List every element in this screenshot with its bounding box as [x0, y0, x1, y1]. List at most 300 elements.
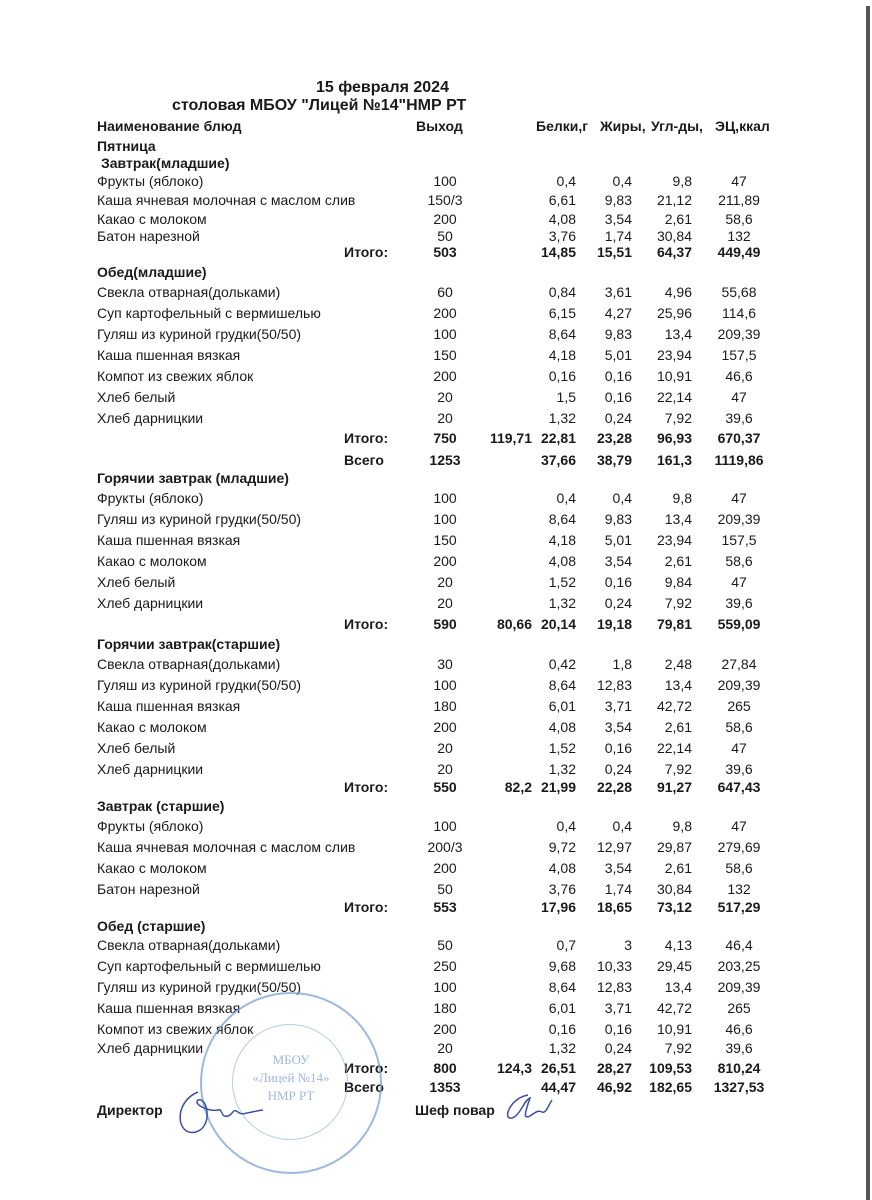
dish-kcal: 46,6	[725, 1021, 753, 1037]
total-label: Итого:	[344, 899, 389, 915]
director-signature	[168, 1082, 268, 1142]
dish-protein: 6,01	[548, 698, 576, 714]
dish-fat: 0,4	[612, 818, 632, 834]
total-kcal: 647,43	[717, 779, 761, 795]
total-protein: 44,47	[540, 1079, 576, 1095]
section-title-text: Горячии завтрак (младшие)	[97, 470, 289, 486]
total-fat: 28,27	[596, 1060, 632, 1076]
dish-name: Хлеб дарницкии	[97, 761, 204, 777]
section-title	[0, 155, 872, 175]
section-title	[0, 636, 872, 656]
dish-output: 50	[437, 937, 453, 953]
total-protein: 20,14	[540, 616, 576, 632]
dish-fat: 4,27	[604, 305, 632, 321]
dish-kcal: 47	[731, 574, 747, 590]
dish-protein: 6,01	[548, 1000, 576, 1016]
table-row	[0, 595, 872, 615]
dish-fat: 0,4	[612, 173, 632, 189]
dish-protein: 8,64	[548, 511, 576, 527]
dish-output: 50	[437, 881, 453, 897]
dish-output: 20	[437, 1040, 453, 1056]
dish-carbs: 9,8	[672, 173, 692, 189]
dish-carbs: 9,84	[664, 574, 692, 590]
dish-output: 30	[437, 656, 453, 672]
dish-protein: 0,7	[556, 937, 576, 953]
dish-name: Хлеб дарницкии	[97, 1040, 204, 1056]
table-row	[0, 511, 872, 531]
dish-fat: 5,01	[604, 532, 632, 548]
table-row	[0, 958, 872, 978]
dish-name: Какао с молоком	[97, 211, 207, 227]
total-label: Итого:	[344, 1060, 389, 1076]
dish-fat: 0,16	[604, 368, 632, 384]
dish-output: 100	[433, 511, 457, 527]
dish-kcal: 209,39	[717, 511, 761, 527]
dish-fat: 3,71	[604, 698, 632, 714]
dish-output: 100	[433, 818, 457, 834]
dish-kcal: 39,6	[725, 595, 753, 611]
dish-fat: 3,54	[604, 211, 632, 227]
dish-protein: 0,4	[556, 173, 576, 189]
dish-fat: 0,16	[604, 389, 632, 405]
dish-kcal: 211,89	[718, 192, 760, 208]
dish-protein: 1,5	[556, 389, 576, 405]
dish-protein: 0,16	[548, 368, 576, 384]
chef-label: Шеф повар	[415, 1102, 495, 1118]
dish-carbs: 29,45	[656, 958, 692, 974]
dish-carbs: 4,96	[664, 284, 692, 300]
dish-fat: 0,16	[604, 1021, 632, 1037]
dish-output: 150	[433, 532, 457, 548]
table-row	[0, 192, 872, 212]
col-header-kcal: ЭЦ,ккал	[715, 118, 770, 134]
dish-name: Какао с молоком	[97, 719, 207, 735]
dish-output: 200	[433, 719, 457, 735]
dish-name: Хлеб дарницкии	[97, 410, 204, 426]
dish-output: 150	[433, 347, 457, 363]
dish-name: Хлеб дарницкии	[97, 595, 204, 611]
dish-carbs: 7,92	[664, 595, 692, 611]
dish-name: Каша пшенная вязкая	[97, 1000, 241, 1016]
total-output: 590	[433, 616, 457, 632]
dish-protein: 8,64	[548, 677, 576, 693]
col-header-name: Наименование блюд	[97, 118, 242, 134]
dish-protein: 3,76	[548, 228, 576, 244]
dish-carbs: 10,91	[656, 368, 692, 384]
dish-kcal: 58,6	[725, 553, 753, 569]
dish-carbs: 22,14	[656, 740, 692, 756]
dish-output: 20	[437, 740, 453, 756]
dish-protein: 6,61	[548, 192, 576, 208]
dish-output: 250	[433, 958, 457, 974]
dish-protein: 0,4	[556, 490, 576, 506]
section-title-text: Обед (старшие)	[97, 918, 206, 934]
total-carbs: 161,3	[656, 452, 692, 468]
dish-name: Гуляш из куриной грудки(50/50)	[97, 511, 302, 527]
total-kcal: 517,29	[717, 899, 761, 915]
dish-protein: 9,68	[548, 958, 576, 974]
dish-fat: 3,54	[604, 553, 632, 569]
table-row	[0, 347, 872, 367]
section-title	[0, 470, 872, 490]
dish-kcal: 39,6	[725, 1040, 753, 1056]
dish-protein: 4,18	[548, 532, 576, 548]
total-output: 750	[433, 430, 457, 446]
dish-output: 20	[437, 574, 453, 590]
dish-protein: 8,64	[548, 979, 576, 995]
dish-output: 200	[433, 1021, 457, 1037]
dish-name: Какао с молоком	[97, 553, 207, 569]
table-row	[0, 937, 872, 957]
table-row	[0, 326, 872, 346]
total-protein: 26,51	[540, 1060, 576, 1076]
dish-kcal: 209,39	[717, 326, 761, 342]
dish-kcal: 46,6	[725, 368, 753, 384]
dish-name: Каша ячневая молочная с маслом слив	[97, 192, 356, 208]
col-header-protein: Белки,г	[536, 118, 589, 134]
table-row	[0, 860, 872, 880]
table-row	[0, 389, 872, 409]
director-label: Директор	[97, 1102, 163, 1118]
dish-protein: 4,08	[548, 553, 576, 569]
dish-protein: 1,52	[548, 574, 576, 590]
total-label: Итого:	[344, 779, 389, 795]
dish-fat: 9,83	[604, 192, 632, 208]
dish-carbs: 22,14	[656, 389, 692, 405]
dish-name: Каша ячневая молочная с маслом слив	[97, 839, 356, 855]
dish-kcal: 47	[731, 740, 747, 756]
dish-protein: 1,32	[548, 410, 576, 426]
dish-name: Каша пшенная вязкая	[97, 698, 241, 714]
subtotal-row	[0, 616, 872, 636]
col-header-fat: Жиры,	[600, 118, 646, 134]
section-title	[0, 918, 872, 938]
section-title	[0, 798, 872, 818]
dish-carbs: 2,61	[664, 211, 692, 227]
dish-protein: 4,18	[548, 347, 576, 363]
total-output: 503	[433, 244, 457, 260]
dish-kcal: 58,6	[725, 211, 753, 227]
total-carbs: 64,37	[656, 244, 692, 260]
table-row	[0, 553, 872, 573]
dish-carbs: 2,61	[664, 553, 692, 569]
document-date: 15 февраля 2024	[316, 79, 449, 96]
dish-output: 60	[437, 284, 453, 300]
chef-signature	[500, 1090, 560, 1130]
dish-output: 20	[437, 761, 453, 777]
table-row	[0, 740, 872, 760]
dish-kcal: 203,25	[717, 958, 761, 974]
dish-kcal: 209,39	[717, 979, 761, 995]
dish-carbs: 4,13	[664, 937, 692, 953]
total-output: 1353	[429, 1079, 461, 1095]
dish-output: 100	[433, 326, 457, 342]
dish-kcal: 265	[727, 1000, 751, 1016]
dish-carbs: 25,96	[656, 305, 692, 321]
dish-name: Свекла отварная(дольками)	[97, 284, 281, 300]
dish-kcal: 47	[731, 173, 747, 189]
dish-protein: 4,08	[548, 719, 576, 735]
total-protein: 37,66	[540, 452, 576, 468]
dish-carbs: 9,8	[672, 818, 692, 834]
total-carbs: 182,65	[649, 1079, 692, 1095]
dish-fat: 1,8	[612, 656, 632, 672]
section-title-text: Горячии завтрак(старшие)	[97, 636, 281, 652]
dish-name: Компот из свежих яблок	[97, 368, 254, 384]
dish-fat: 0,4	[612, 490, 632, 506]
total-protein: 17,96	[540, 899, 576, 915]
dish-name: Какао с молоком	[97, 860, 207, 876]
subtotal-row	[0, 244, 872, 264]
dish-name: Хлеб белый	[97, 389, 176, 405]
table-row	[0, 656, 872, 676]
dish-carbs: 7,92	[664, 1040, 692, 1056]
total-output: 553	[433, 899, 457, 915]
dish-carbs: 2,61	[664, 860, 692, 876]
dish-carbs: 21,12	[656, 192, 692, 208]
dish-protein: 4,08	[548, 860, 576, 876]
dish-protein: 6,15	[548, 305, 576, 321]
dish-kcal: 55,68	[721, 284, 757, 300]
dish-kcal: 157,5	[721, 347, 757, 363]
dish-carbs: 7,92	[664, 761, 692, 777]
dish-output: 100	[433, 490, 457, 506]
dish-output: 100	[433, 979, 457, 995]
dish-name: Каша пшенная вязкая	[97, 532, 241, 548]
total-kcal: 670,37	[717, 430, 761, 446]
dish-fat: 0,24	[604, 410, 632, 426]
dish-fat: 1,74	[604, 228, 632, 244]
dish-name: Фрукты (яблоко)	[97, 818, 204, 834]
dish-carbs: 23,94	[656, 532, 692, 548]
dish-kcal: 27,84	[721, 656, 757, 672]
dish-fat: 0,16	[604, 740, 632, 756]
total-carbs: 96,93	[656, 430, 692, 446]
dish-name: Батон нарезной	[97, 228, 200, 244]
table-row	[0, 490, 872, 510]
dish-fat: 0,16	[604, 574, 632, 590]
dish-name: Гуляш из куриной грудки(50/50)	[97, 677, 302, 693]
dish-fat: 1,74	[604, 881, 632, 897]
total-kcal: 559,09	[717, 616, 761, 632]
dish-output: 100	[433, 173, 457, 189]
dish-kcal: 39,6	[725, 761, 753, 777]
table-row	[0, 698, 872, 718]
dish-fat: 3,71	[604, 1000, 632, 1016]
col-header-output: Выход	[416, 118, 463, 134]
total-fat: 38,79	[596, 452, 632, 468]
total-kcal: 1327,53	[713, 1079, 765, 1095]
dish-protein: 0,84	[548, 284, 576, 300]
dish-protein: 0,16	[548, 1021, 576, 1037]
section-title-text: Обед(младшие)	[97, 264, 207, 280]
table-row	[0, 761, 872, 781]
dish-fat: 12,83	[596, 677, 632, 693]
dish-fat: 0,24	[604, 761, 632, 777]
dish-name: Гуляш из куриной грудки(50/50)	[97, 326, 302, 342]
total-kcal: 1119,86	[714, 452, 764, 468]
dish-carbs: 42,72	[656, 698, 692, 714]
total-fat: 22,28	[596, 779, 632, 795]
table-row	[0, 410, 872, 430]
dish-name: Компот из свежих яблок	[97, 1021, 254, 1037]
dish-output: 200/3	[427, 839, 463, 855]
dish-protein: 3,76	[548, 881, 576, 897]
dish-protein: 4,08	[548, 211, 576, 227]
total-fat: 19,18	[596, 616, 632, 632]
table-row	[0, 574, 872, 594]
dish-carbs: 30,84	[656, 881, 692, 897]
total-label: Всего	[344, 1079, 384, 1095]
subtotal-row	[0, 899, 872, 919]
dish-kcal: 58,6	[725, 860, 753, 876]
dish-fat: 5,01	[604, 347, 632, 363]
col-header-carbs: Угл-ды,	[651, 118, 703, 134]
dish-protein: 1,32	[548, 1040, 576, 1056]
section-title	[0, 264, 872, 284]
dish-carbs: 13,4	[664, 326, 692, 342]
dish-name: Гуляш из куриной грудки(50/50)	[97, 979, 302, 995]
total-protein: 21,99	[540, 779, 576, 795]
dish-name: Суп картофельный с вермишелью	[97, 305, 321, 321]
dish-name: Каша пшенная вязкая	[97, 347, 241, 363]
dish-carbs: 13,4	[664, 979, 692, 995]
dish-kcal: 132	[727, 881, 751, 897]
total-output: 1253	[429, 452, 461, 468]
table-row	[0, 305, 872, 325]
dish-kcal: 265	[727, 698, 751, 714]
dish-carbs: 10,91	[656, 1021, 692, 1037]
stamp-text-line3: НМР РТ	[267, 1088, 315, 1103]
dish-output: 180	[433, 698, 457, 714]
total-fat: 15,51	[596, 244, 632, 260]
dish-name: Хлеб белый	[97, 574, 176, 590]
total-cost: 124,3	[496, 1060, 532, 1076]
dish-protein: 0,4	[556, 818, 576, 834]
total-carbs: 79,81	[656, 616, 692, 632]
dish-carbs: 9,8	[672, 490, 692, 506]
grand-total-row	[0, 452, 872, 472]
table-row	[0, 818, 872, 838]
total-label: Итого:	[344, 244, 389, 260]
dish-protein: 9,72	[548, 839, 576, 855]
dish-carbs: 29,87	[656, 839, 692, 855]
dish-name: Свекла отварная(дольками)	[97, 937, 281, 953]
dish-output: 200	[433, 860, 457, 876]
total-output: 550	[433, 779, 457, 795]
dish-protein: 1,52	[548, 740, 576, 756]
dish-output: 50	[437, 228, 453, 244]
table-row	[0, 532, 872, 552]
dish-fat: 10,33	[596, 958, 632, 974]
table-row	[0, 677, 872, 697]
day-label-text: Пятница	[97, 138, 156, 154]
total-fat: 18,65	[596, 899, 632, 915]
dish-output: 200	[433, 305, 457, 321]
dish-output: 200	[433, 368, 457, 384]
total-fat: 23,28	[596, 430, 632, 446]
dish-kcal: 46,4	[725, 937, 753, 953]
dish-protein: 1,32	[548, 595, 576, 611]
dish-kcal: 39,6	[725, 410, 753, 426]
section-title-text: Завтрак(младшие)	[101, 155, 230, 171]
dish-fat: 12,83	[596, 979, 632, 995]
dish-output: 20	[437, 595, 453, 611]
table-row	[0, 284, 872, 304]
dish-name: Хлеб белый	[97, 740, 176, 756]
dish-fat: 0,24	[604, 1040, 632, 1056]
total-protein: 22,81	[540, 430, 576, 446]
table-row	[0, 719, 872, 739]
subtotal-row	[0, 779, 872, 799]
stamp-text-line2: «Лицей №14»	[252, 1070, 330, 1085]
dish-carbs: 2,61	[664, 719, 692, 735]
dish-protein: 8,64	[548, 326, 576, 342]
table-row	[0, 1040, 872, 1060]
grand-total-row	[0, 1079, 872, 1099]
dish-carbs: 7,92	[664, 410, 692, 426]
dish-output: 150/3	[427, 192, 463, 208]
dish-fat: 0,24	[604, 595, 632, 611]
dish-output: 180	[433, 1000, 457, 1016]
table-row	[0, 368, 872, 388]
dish-output: 20	[437, 389, 453, 405]
dish-fat: 12,97	[596, 839, 632, 855]
dish-carbs: 23,94	[656, 347, 692, 363]
table-row	[0, 839, 872, 859]
dish-name: Суп картофельный с вермишелью	[97, 958, 321, 974]
total-fat: 46,92	[596, 1079, 632, 1095]
dish-kcal: 47	[731, 490, 747, 506]
dish-kcal: 209,39	[717, 677, 761, 693]
dish-protein: 1,32	[548, 761, 576, 777]
dish-output: 200	[433, 211, 457, 227]
subtotal-row	[0, 430, 872, 450]
total-cost: 80,66	[496, 616, 532, 632]
dish-kcal: 47	[731, 818, 747, 834]
dish-name: Свекла отварная(дольками)	[97, 656, 281, 672]
total-cost: 119,71	[489, 430, 532, 446]
table-row	[0, 979, 872, 999]
subtotal-row	[0, 1060, 872, 1080]
section-title-text: Завтрак (старшие)	[97, 798, 225, 814]
dish-fat: 9,83	[604, 326, 632, 342]
dish-kcal: 114,6	[722, 305, 756, 321]
dish-name: Батон нарезной	[97, 881, 200, 897]
total-carbs: 91,27	[656, 779, 692, 795]
total-label: Всего	[344, 452, 384, 468]
dish-fat: 3	[624, 937, 632, 953]
dish-name: Фрукты (яблоко)	[97, 490, 204, 506]
total-label: Итого:	[344, 616, 389, 632]
dish-fat: 3,54	[604, 719, 632, 735]
dish-kcal: 279,69	[717, 839, 761, 855]
dish-output: 200	[433, 553, 457, 569]
dish-protein: 0,42	[548, 656, 576, 672]
dish-carbs: 13,4	[664, 511, 692, 527]
total-protein: 14,85	[540, 244, 576, 260]
dish-output: 20	[437, 410, 453, 426]
total-kcal: 810,24	[717, 1060, 761, 1076]
dish-carbs: 13,4	[664, 677, 692, 693]
total-carbs: 109,53	[649, 1060, 692, 1076]
table-row	[0, 1000, 872, 1020]
total-cost: 82,2	[504, 779, 532, 795]
dish-carbs: 2,48	[664, 656, 692, 672]
dish-kcal: 47	[731, 389, 747, 405]
document-organization: столовая МБОУ "Лицей №14"НМР РТ	[172, 97, 467, 114]
stamp-text-line1: МБОУ	[272, 1052, 310, 1067]
